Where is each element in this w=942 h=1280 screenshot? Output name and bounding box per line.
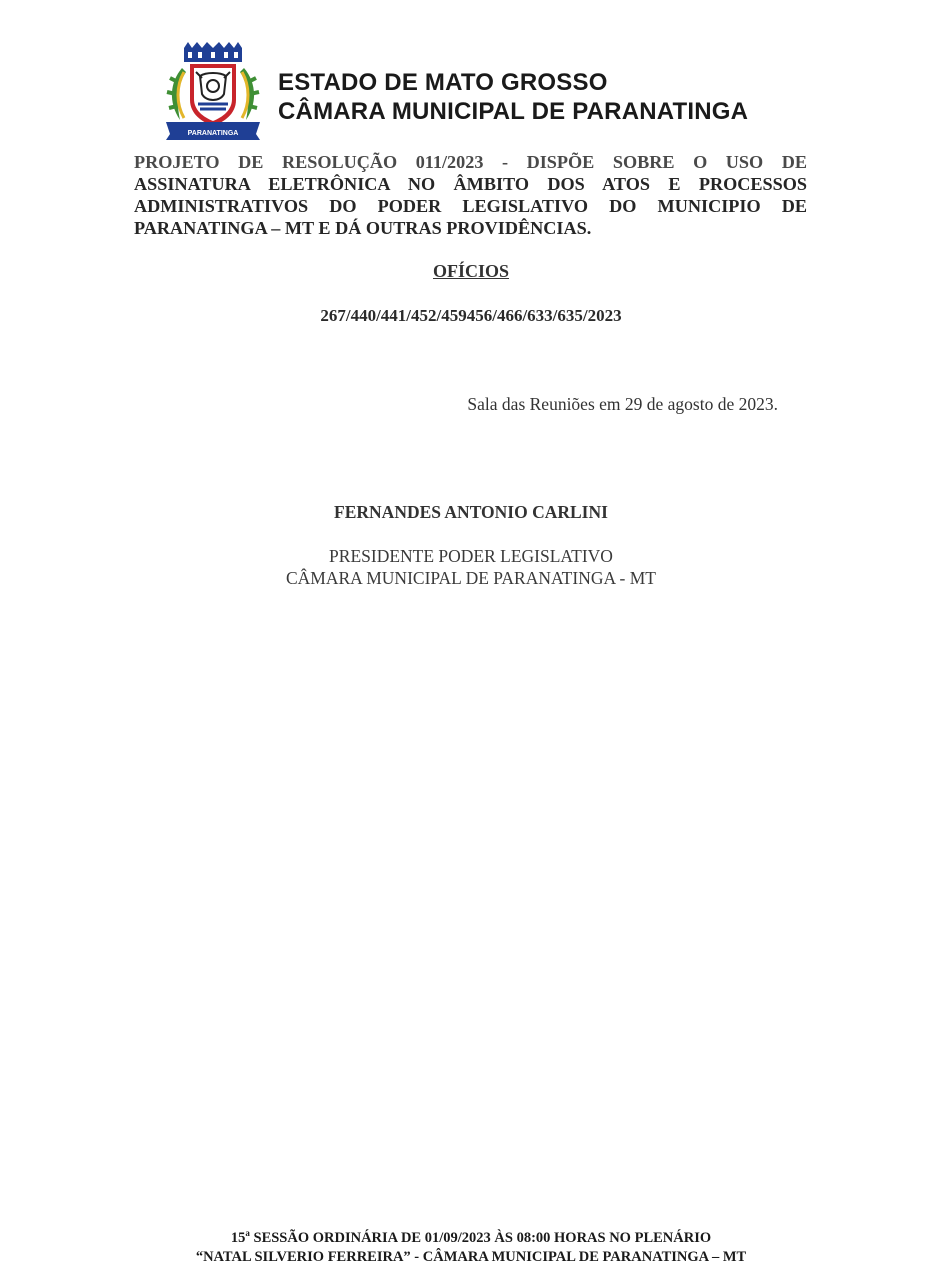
chamber-name: CÂMARA MUNICIPAL DE PARANATINGA — [278, 98, 749, 125]
oficios-numbers: 267/440/441/452/459456/466/633/635/2023 — [320, 306, 622, 325]
subject-line-3: ADMINISTRATIVOS DO PODER LEGISLATIVO DO MUNICIPIO DE — [134, 196, 807, 216]
oficios-heading: OFÍCIOS — [432, 261, 510, 281]
signer-name: FERNANDES ANTONIO CARLINI — [334, 502, 608, 522]
signer-institution: CÂMARA MUNICIPAL DE PARANATINGA - MT — [286, 568, 656, 588]
signer-role — [0, 545, 942, 589]
footer-line-2: “NATAL SILVERIO FERREIRA” - CÂMARA MUNICIPAL DE PARANATINGA – MT — [195, 1248, 747, 1265]
subject-line-2: ASSINATURA ELETRÔNICA NO ÂMBITO DOS ATOS E PROCESSOS — [134, 174, 807, 194]
signer-title: PRESIDENTE PODER LEGISLATIVO — [329, 546, 613, 566]
subject-line-1: PROJETO DE RESOLUÇÃO 011/2023 - DISPÕE SOBRE O USO DE — [134, 152, 807, 172]
session-details: SESSÃO ORDINÁRIA DE 01/09/2023 ÀS 08:00 HORAS NO PLENÁRIO — [249, 1229, 712, 1246]
resolution-subject — [134, 151, 807, 239]
state-name: ESTADO DE MATO GROSSO — [278, 69, 608, 96]
session-footer — [0, 1224, 942, 1267]
place-and-date: Sala das Reuniões em 29 de agosto de 2023. — [467, 394, 778, 414]
session-number: 15 — [230, 1229, 246, 1246]
session-ordinal: a — [245, 1228, 250, 1238]
crest-ribbon-text: PARANATINGA — [187, 130, 239, 137]
subject-line-4: PARANATINGA – MT E DÁ OUTRAS PROVIDÊNCIAS. — [134, 218, 592, 238]
footer-line-1 — [0, 1224, 942, 1248]
institution-header — [278, 68, 748, 126]
municipal-crest-logo — [162, 42, 264, 142]
